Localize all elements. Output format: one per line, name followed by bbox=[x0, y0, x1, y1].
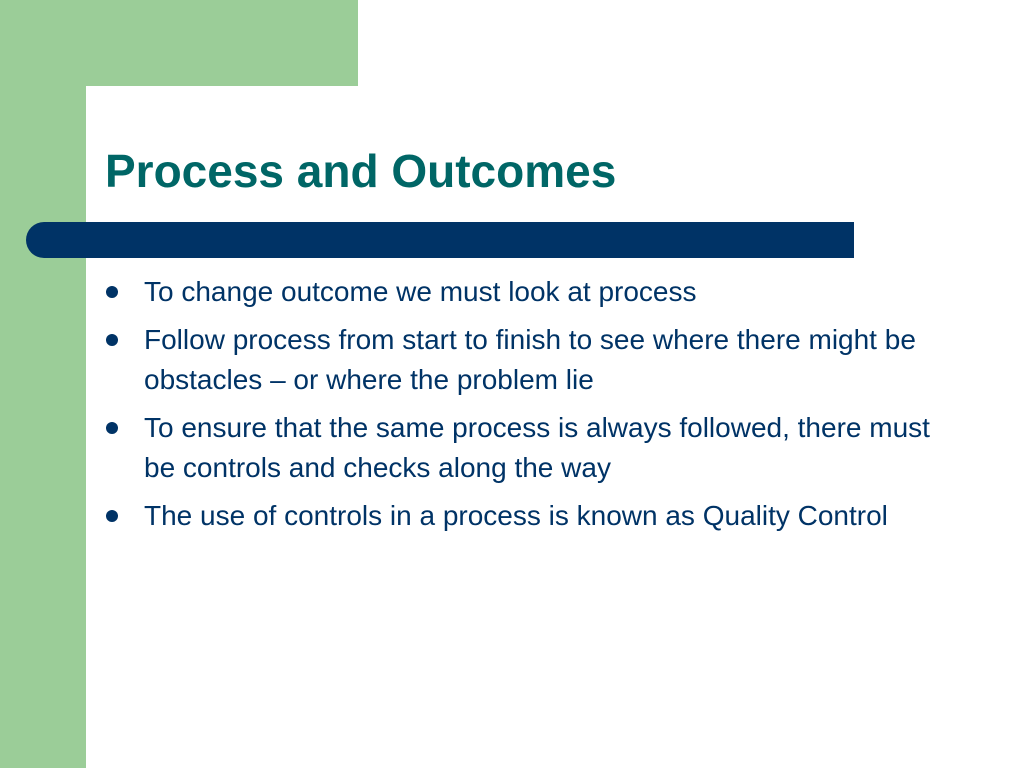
slide-title: Process and Outcomes bbox=[105, 145, 617, 197]
bullet-dot-icon bbox=[106, 286, 118, 298]
bullet-text: The use of controls in a process is known as Quality Control bbox=[144, 500, 888, 531]
bullet-item bbox=[106, 272, 966, 312]
bullet-text: Follow process from start to finish to see where there might be obstacles – or where the problem lie bbox=[144, 324, 916, 395]
bullet-text: To ensure that the same process is always followed, there must be controls and checks along the way bbox=[144, 412, 930, 483]
bullet-item bbox=[106, 320, 966, 400]
bullet-item bbox=[106, 408, 966, 488]
green-sidebar bbox=[0, 0, 86, 768]
bullet-list bbox=[106, 272, 966, 544]
green-top-block bbox=[0, 0, 358, 86]
bullet-dot-icon bbox=[106, 510, 118, 522]
bullet-dot-icon bbox=[106, 422, 118, 434]
title-underline-bar bbox=[26, 222, 854, 258]
bullet-item bbox=[106, 496, 966, 536]
bullet-dot-icon bbox=[106, 334, 118, 346]
bullet-text: To change outcome we must look at process bbox=[144, 276, 697, 307]
